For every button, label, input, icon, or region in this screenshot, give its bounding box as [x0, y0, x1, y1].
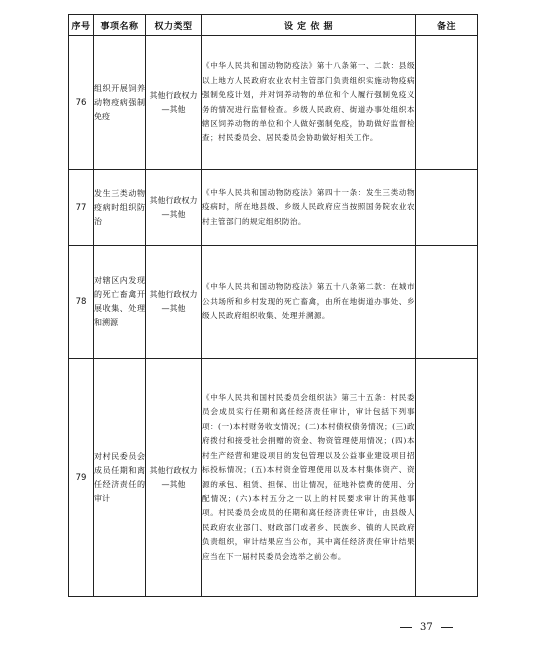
table-header-row	[69, 15, 478, 36]
row-name: 组织开展饲养动物疫病强制免疫	[94, 36, 146, 170]
row-name: 对辖区内发现的死亡畜禽开展收集、处理和溯源	[94, 246, 146, 359]
row-no: 78	[69, 246, 94, 359]
row-basis: 《中华人民共和国动物防疫法》第五十八条第二款：在城市公共场所和乡村发现的死亡畜禽，由所在地街道办事处、乡级人民政府组织收集、处理并溯源。	[202, 246, 416, 359]
row-no: 77	[69, 170, 94, 246]
header-remark: 备注	[416, 15, 478, 36]
footer-dash-left	[400, 627, 412, 628]
table-row	[69, 36, 478, 170]
row-no: 79	[69, 359, 94, 597]
row-basis: 《中华人民共和国动物防疫法》第四十一条：发生三类动物疫病时，所在地县级、乡级人民政府应当按照国务院农业农村主管部门的规定组织防治。	[202, 170, 416, 246]
page-number: 37	[420, 622, 433, 633]
row-basis: 《中华人民共和国动物防疫法》第十八条第一、二款：县级以上地方人民政府农业农村主管部门负责组织实施动物疫病强制免疫计划，并对饲养动物的单位和个人履行强制免疫义务的情况进行监督检查。乡级人民政府、街道办事处组织本辖区饲养动物的单位和个人做好强制免疫，协助做好监督检查；村民委员会、居民委员会协助做好相关工作。	[202, 36, 416, 170]
row-no: 76	[69, 36, 94, 170]
table-row	[69, 246, 478, 359]
row-type: 其他行政权力—其他	[146, 359, 202, 597]
table-row	[69, 359, 478, 597]
table-row	[69, 170, 478, 246]
header-type: 权力类型	[146, 15, 202, 36]
row-type: 其他行政权力—其他	[146, 36, 202, 170]
row-name: 对村民委员会成员任期和离任经济责任的审计	[94, 359, 146, 597]
row-remark	[416, 36, 478, 170]
row-remark	[416, 170, 478, 246]
row-name: 发生三类动物疫病时组织防治	[94, 170, 146, 246]
row-remark	[416, 246, 478, 359]
footer-dash-right	[441, 627, 453, 628]
row-type: 其他行政权力—其他	[146, 170, 202, 246]
row-basis: 《中华人民共和国村民委员会组织法》第三十五条：村民委员会成员实行任期和离任经济责任审计，审计包括下列事项：(一)本村财务收支情况；(二)本村债权债务情况；(三)政府拨付和接受社会捐赠的资金、物资管理使用情况；(四)本村生产经营和建设项目的发包管理以及公益事业建设项目招标投标情况；(五)本村资金管理使用以及本村集体资产、资源的承包、租赁、担保、出让情况，征地补偿费的使用、分配情况；(六)本村五分之一以上的村民要求审计的其他事项。村民委员会成员的任期和离任经济责任审计，由县级人民政府农业部门、财政部门或者乡、民族乡、镇的人民政府负责组织，审计结果应当公布，其中离任经济责任审计结果应当在下一届村民委员会选举之前公布。	[202, 359, 416, 597]
row-type: 其他行政权力—其他	[146, 246, 202, 359]
header-no: 序号	[69, 15, 94, 36]
page-footer	[400, 622, 480, 633]
header-name: 事项名称	[94, 15, 146, 36]
header-basis: 设 定 依 据	[202, 15, 416, 36]
row-remark	[416, 359, 478, 597]
authority-table	[68, 14, 478, 597]
